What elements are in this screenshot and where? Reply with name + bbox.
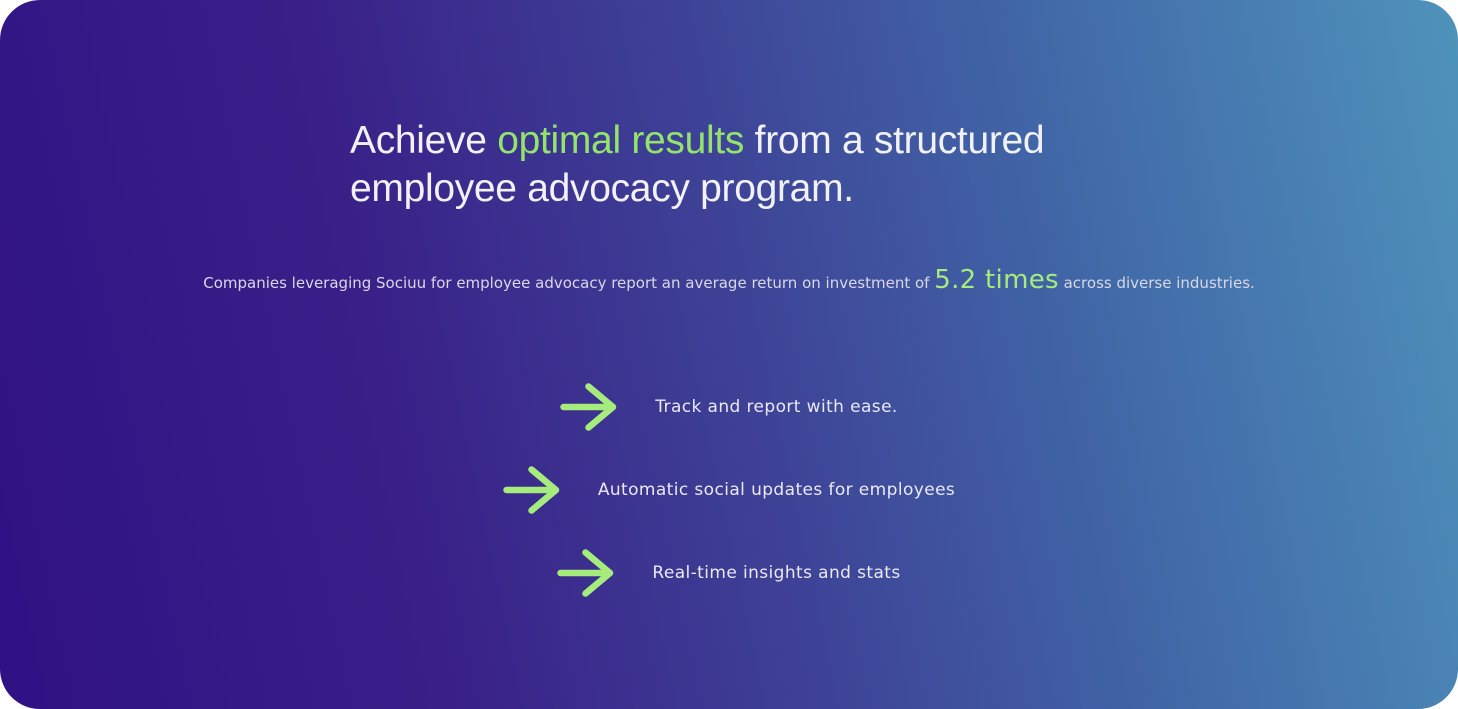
feature-list: [0, 382, 1458, 598]
heading-highlight: optimal results: [497, 119, 745, 162]
roi-statement: [0, 262, 1458, 301]
feature-label: Real-time insights and stats: [652, 563, 901, 583]
roi-stat: 5.2 times: [934, 265, 1059, 295]
arrow-right-icon: [560, 382, 617, 432]
arrow-right-icon: [503, 465, 560, 515]
feature-item: [0, 382, 1458, 432]
page-title: [350, 117, 1044, 213]
heading-line-1: [350, 117, 1044, 165]
feature-label: Track and report with ease.: [655, 397, 898, 417]
heading-text-pre: Achieve: [350, 119, 498, 162]
feature-item: [0, 548, 1458, 598]
feature-item: [0, 465, 1458, 515]
roi-text-post: across diverse industries.: [1058, 274, 1255, 292]
feature-label: Automatic social updates for employees: [597, 480, 956, 500]
arrow-right-icon: [557, 548, 614, 598]
heading-line-2: employee advocacy program.: [350, 167, 854, 210]
roi-text-pre: Companies leveraging Sociuu for employee advocacy report an average return on investment of: [203, 274, 935, 292]
heading-text-post: from a structured: [744, 119, 1045, 162]
